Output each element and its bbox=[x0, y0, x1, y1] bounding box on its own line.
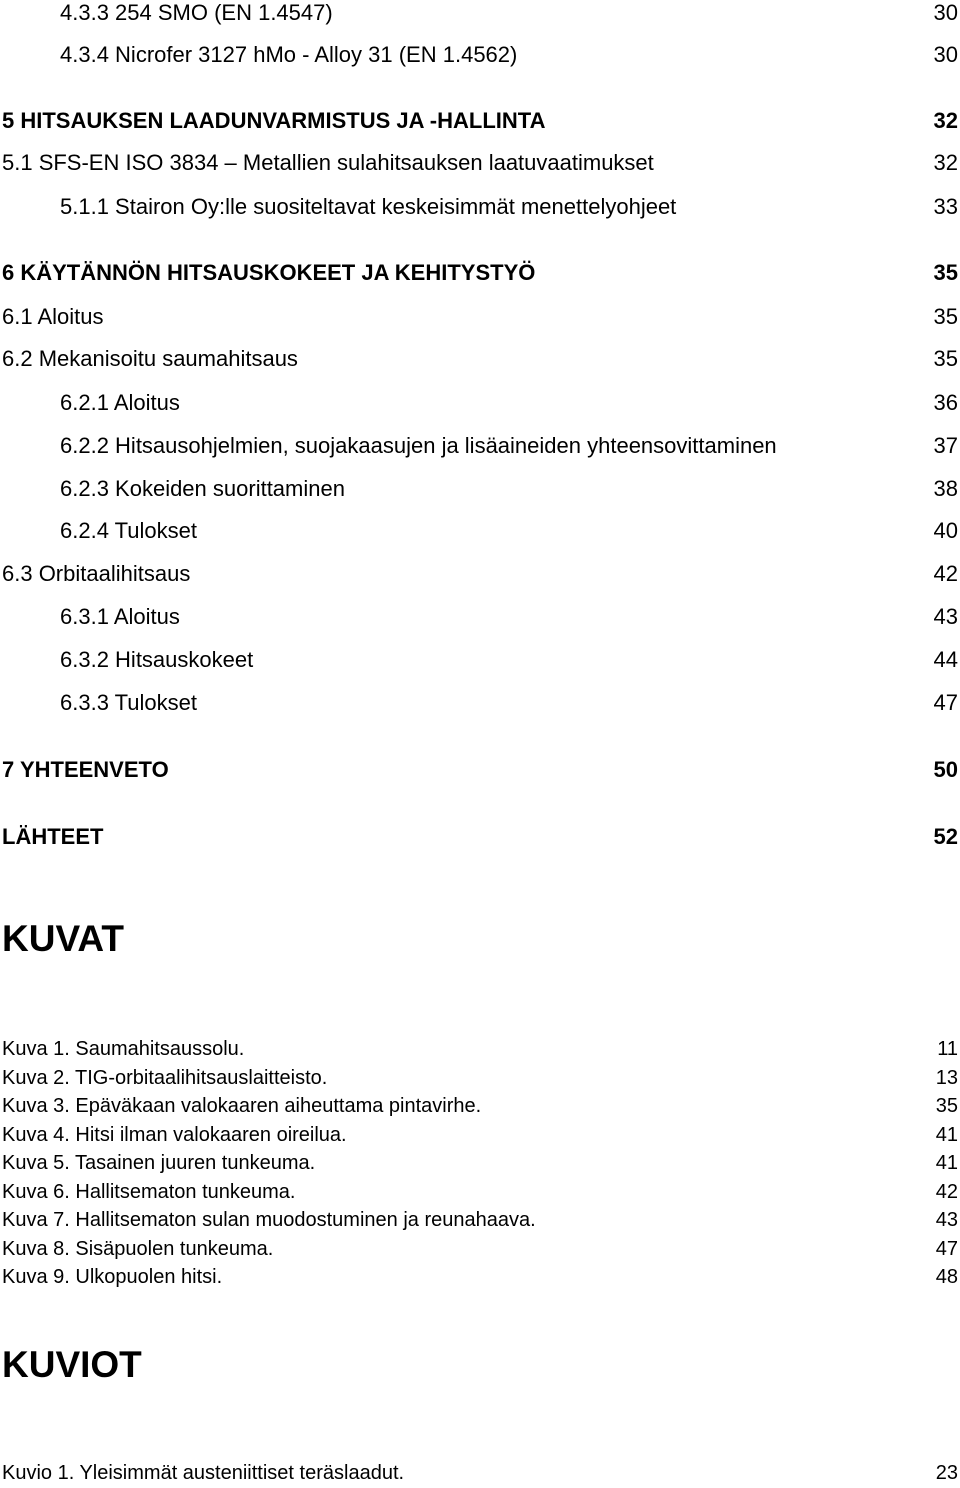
figures-list-title: KUVAT bbox=[2, 918, 124, 959]
toc-label: 4.3.3 254 SMO (EN 1.4547) bbox=[60, 0, 333, 25]
toc-label: 6.3.2 Hitsauskokeet bbox=[60, 647, 254, 672]
toc-label: 6.3 Orbitaalihitsaus bbox=[2, 561, 191, 586]
toc-page: 43 bbox=[933, 604, 958, 629]
toc-label: 6.1 Aloitus bbox=[2, 304, 104, 329]
toc-label: 7 YHTEENVETO bbox=[2, 757, 169, 782]
figure-label: Kuva 4. Hitsi ilman valokaaren oireilua. bbox=[2, 1124, 347, 1146]
figure-page: 47 bbox=[935, 1238, 958, 1260]
toc-label: 5.1.1 Stairon Oy:lle suositeltavat keskeisimmät menettelyohjeet bbox=[60, 194, 677, 219]
toc-page: 36 bbox=[933, 390, 958, 415]
toc-page: 40 bbox=[933, 518, 958, 543]
toc-label: 5 HITSAUKSEN LAADUNVARMISTUS JA -HALLINTA bbox=[2, 108, 546, 133]
chart-label: Kuvio 1. Yleisimmät austeniittiset teräslaadut. bbox=[2, 1462, 405, 1484]
toc-page: 37 bbox=[933, 433, 958, 458]
figure-label: Kuva 7. Hallitsematon sulan muodostuminen ja reunahaava. bbox=[2, 1209, 536, 1231]
figure-page: 41 bbox=[935, 1124, 958, 1146]
figure-page: 43 bbox=[935, 1209, 958, 1231]
figure-page: 42 bbox=[935, 1181, 958, 1203]
toc-label: 6.3.3 Tulokset bbox=[60, 690, 197, 715]
toc-page: 50 bbox=[933, 757, 958, 782]
figure-label: Kuva 2. TIG-orbitaalihitsauslaitteisto. bbox=[2, 1067, 328, 1089]
toc-label: 6.2.3 Kokeiden suorittaminen bbox=[60, 476, 345, 501]
toc-page: 47 bbox=[933, 690, 958, 715]
figure-label: Kuva 1. Saumahitsaussolu. bbox=[2, 1038, 245, 1060]
figure-label: Kuva 5. Tasainen juuren tunkeuma. bbox=[2, 1152, 316, 1174]
figure-label: Kuva 6. Hallitsematon tunkeuma. bbox=[2, 1181, 296, 1203]
toc-label: 5.1 SFS-EN ISO 3834 – Metallien sulahitsauksen laatuvaatimukset bbox=[2, 150, 654, 175]
toc-page: 52 bbox=[933, 824, 958, 849]
toc-page: 35 bbox=[933, 260, 958, 285]
figure-page: 48 bbox=[935, 1266, 958, 1288]
toc-label: 6.2.4 Tulokset bbox=[60, 518, 197, 543]
toc-label: LÄHTEET bbox=[2, 824, 104, 849]
charts-list-title: KUVIOT bbox=[2, 1344, 142, 1385]
toc-label: 6 KÄYTÄNNÖN HITSAUSKOKEET JA KEHITYSTYÖ bbox=[2, 260, 536, 285]
toc-page: 35 bbox=[933, 346, 958, 371]
chart-page: 23 bbox=[935, 1462, 958, 1484]
figure-page: 41 bbox=[935, 1152, 958, 1174]
toc-page: 44 bbox=[933, 647, 958, 672]
figure-label: Kuva 3. Epäväkaan valokaaren aiheuttama pintavirhe. bbox=[2, 1095, 482, 1117]
toc-label: 6.2.2 Hitsausohjelmien, suojakaasujen ja lisäaineiden yhteensovittaminen bbox=[60, 433, 777, 458]
toc-page: 30 bbox=[933, 42, 958, 67]
toc-label: 6.2.1 Aloitus bbox=[60, 390, 180, 415]
toc-label: 6.2 Mekanisoitu saumahitsaus bbox=[2, 346, 298, 371]
toc-label: 6.3.1 Aloitus bbox=[60, 604, 180, 629]
figure-label: Kuva 8. Sisäpuolen tunkeuma. bbox=[2, 1238, 274, 1260]
toc-label: 4.3.4 Nicrofer 3127 hMo - Alloy 31 (EN 1.4562) bbox=[60, 42, 518, 67]
figure-page: 11 bbox=[937, 1038, 958, 1060]
toc-page: 32 bbox=[933, 108, 958, 133]
toc-page: 35 bbox=[933, 304, 958, 329]
toc-page: 38 bbox=[933, 476, 958, 501]
figure-page: 35 bbox=[935, 1095, 958, 1117]
figure-label: Kuva 9. Ulkopuolen hitsi. bbox=[2, 1266, 223, 1288]
toc-page: 42 bbox=[933, 561, 958, 586]
toc-page: 30 bbox=[933, 0, 958, 25]
toc-page: 32 bbox=[933, 150, 958, 175]
toc-page: 33 bbox=[933, 194, 958, 219]
figure-page: 13 bbox=[935, 1067, 958, 1089]
